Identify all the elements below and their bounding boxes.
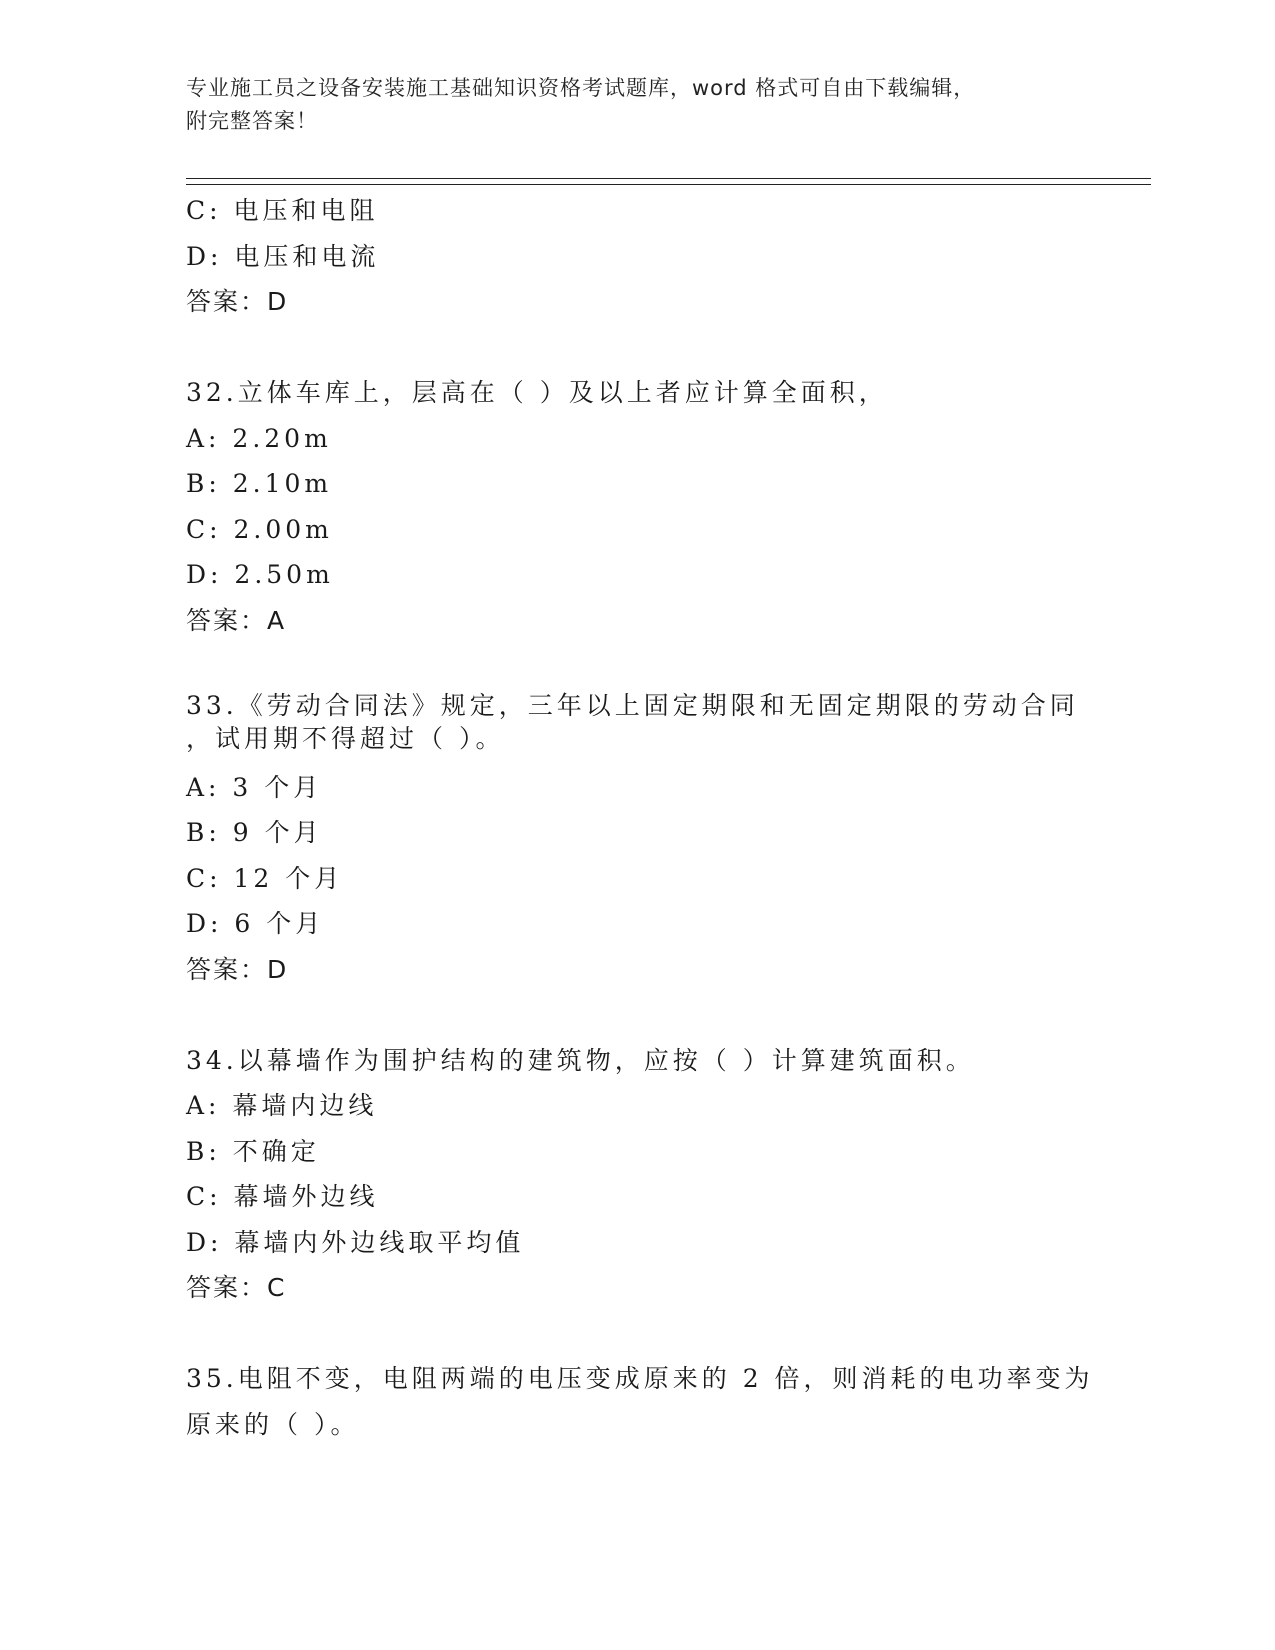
header-rule-bottom [186,184,1151,185]
header-line-1: 专业施工员之设备安装施工基础知识资格考试题库，word 格式可自由下载编辑， [186,76,976,100]
option-d: D: 2.50m [186,560,334,589]
option-d: D: 幕墙内外边线取平均值 [186,1227,525,1257]
document-header [186,72,1066,138]
header-rule-top [186,178,1151,179]
option-a: A: 3 个月 [186,772,323,802]
question-text-line-1: 35.电阻不变，电阻两端的电压变成原来的 2 倍，则消耗的电功率变为 [186,1364,1094,1393]
option-a: A: 幕墙内边线 [186,1091,378,1120]
option-d: D: 电压和电流 [186,241,380,271]
option-c: C: 幕墙外边线 [186,1182,379,1211]
answer-line: 答案：A [186,605,287,635]
option-c: C: 12 个月 [186,863,344,893]
answer-line: 答案：D [186,287,289,316]
question-text: 32.立体车库上，层高在（ ）及以上者应计算全面积， [186,378,888,407]
question-text-line-2: ，试用期不得超过（ ）。 [186,723,505,753]
answer-line: 答案：C [186,1273,287,1302]
question-block-31 [186,188,1086,325]
spacer [186,325,1086,371]
answer-line: 答案：D [186,954,289,984]
question-text: 34.以幕墙作为围护结构的建筑物，应按（ ）计算建筑面积。 [186,1045,975,1075]
option-d: D: 6 个月 [186,909,325,938]
question-block-34 [186,1038,1086,1311]
question-block-32 [186,370,1086,643]
spacer [186,992,1086,1038]
header-line-2: 附完整答案！ [186,109,318,133]
question-list [186,188,1094,1447]
spacer [186,643,1086,689]
spacer [186,1311,1086,1357]
option-b: B: 2.10m [186,469,333,498]
option-c: C: 电压和电阻 [186,196,379,225]
question-block-35 [186,1356,1094,1447]
question-text-line-1: 33.《劳动合同法》规定，三年以上固定期限和无固定期限的劳动合同 [186,690,1079,720]
option-a: A: 2.20m [186,423,332,453]
option-b: B: 9 个月 [186,818,323,847]
question-block-33 [186,689,1086,993]
question-text-line-2: 原来的（ ）。 [186,1409,360,1439]
option-b: B: 不确定 [186,1136,320,1166]
option-c: C: 2.00m [186,514,333,544]
